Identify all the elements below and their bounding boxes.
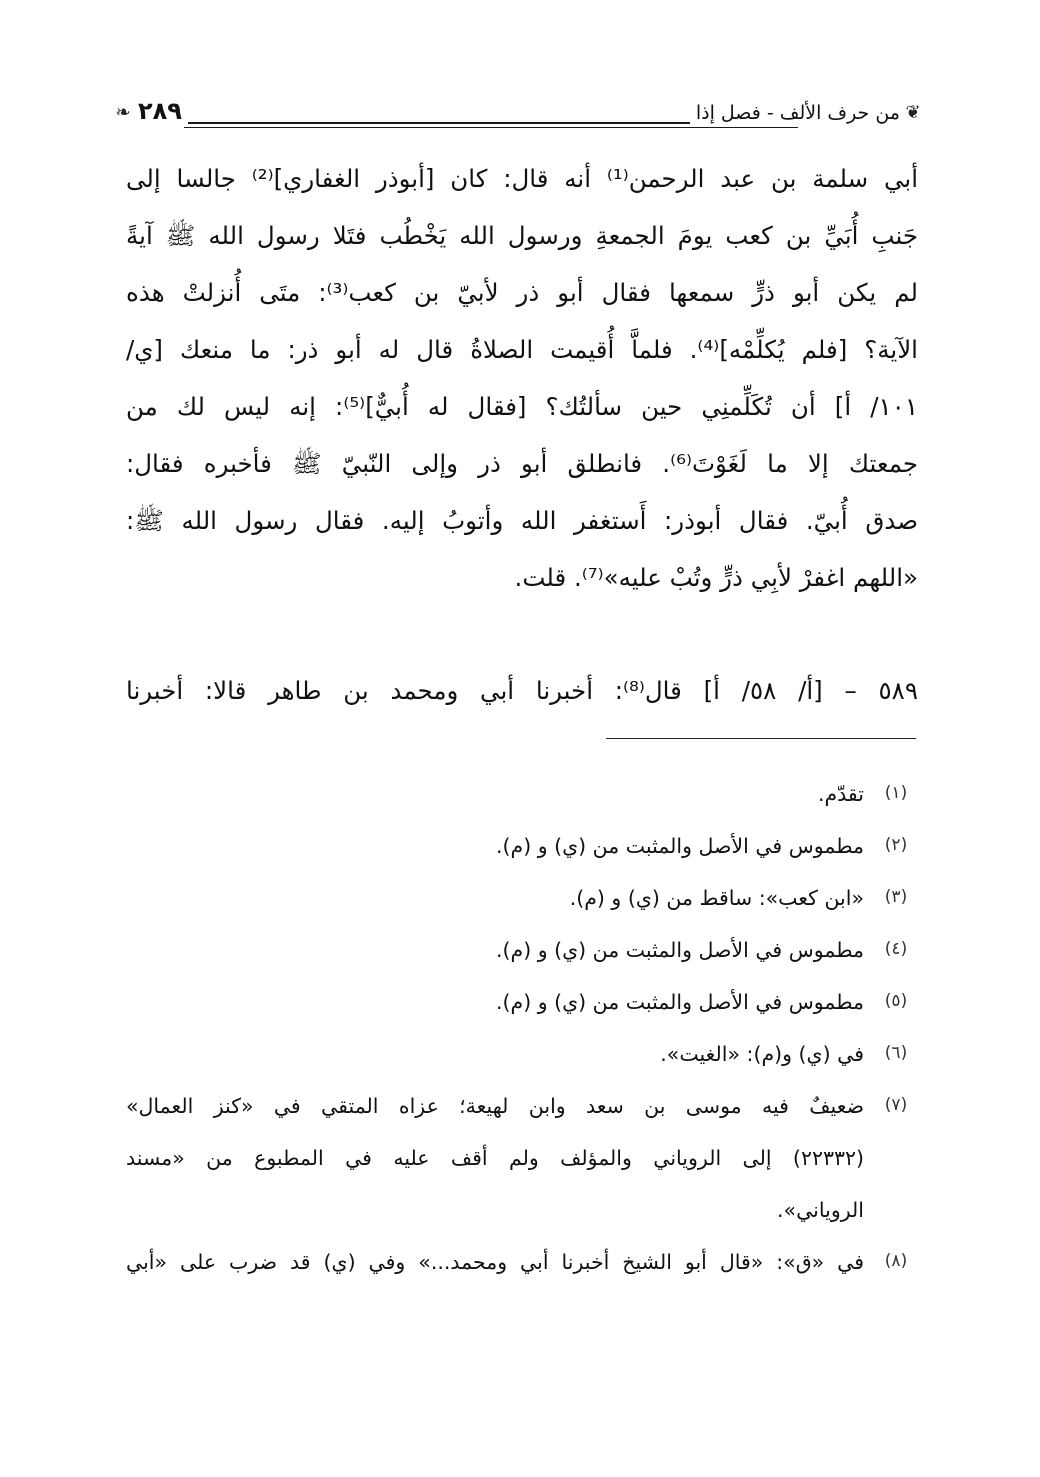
text-line: ١٠١/ أ] أن تُكَلِّمنِي حين سألتُك؟ [فقال له أُبيٌّ]⁽⁵⁾: إنه ليس لك من <box>126 392 918 421</box>
footnote-text: في «ق»: «قال أبو الشيخ أخبرنا أبي ومحمد...» وفي (ي) قد ضرب على «أبي <box>126 1250 864 1274</box>
footnote-number: (١) <box>884 783 908 803</box>
running-header <box>115 96 921 136</box>
footnote <box>126 768 918 820</box>
footnote <box>126 872 918 924</box>
header-ornament-right-icon: ❦ <box>905 102 921 123</box>
footnote <box>126 1028 918 1080</box>
footnote-number: (٦) <box>884 1043 908 1063</box>
text-line: «اللهم اغفرْ لأبِي ذرٍّ وتُبْ عليه»⁽⁷⁾. قلت. <box>514 563 918 592</box>
footnote-text: الروياني». <box>777 1198 864 1222</box>
footnote-number: (٤) <box>884 939 908 959</box>
text-line: أبي سلمة بن عبد الرحمن⁽¹⁾ أنه قال: كان [أبوذر الغفاري]⁽²⁾ جالسا إلى <box>126 164 918 193</box>
footnote-text: مطموس في الأصل والمثبت من (ي) و (م). <box>495 938 864 962</box>
footnote-number: (٧) <box>884 1095 908 1115</box>
text-line: جمعتك إلا ما لَغَوْتَ⁽⁶⁾. فانطلق أبو ذر وإلى النّبيّ ﷺ فأخبره فقال: <box>126 449 918 478</box>
page-number: ٢٨٩ <box>132 97 188 125</box>
footnote-number: (٣) <box>884 887 908 907</box>
footnote-separator <box>606 738 916 739</box>
footnote-text: مطموس في الأصل والمثبت من (ي) و (م). <box>495 990 864 1014</box>
footnote-text: ضعيفٌ فيه موسى بن سعد وابن لهيعة؛ عزاه المتقي في «كنز العمال» <box>126 1094 864 1118</box>
footnote-number: (٢) <box>884 835 908 855</box>
hadith-589-line: ٥٨٩ – [أ/ ٥٨/ أ] قال⁽⁸⁾: أخبرنا أبي ومحمد بن طاهر قالا: أخبرنا <box>126 676 918 705</box>
footnote-number: (٨) <box>884 1251 908 1271</box>
footnote-text: في (ي) و(م): «الغيت». <box>660 1042 864 1066</box>
text-line: جَنبِ أُبَيِّ بن كعب يومَ الجمعةِ ورسول الله يَخْطُب فتَلا رسول الله ﷺ آيةً <box>126 221 918 250</box>
footnote <box>126 976 918 1028</box>
footnote <box>126 820 918 872</box>
footnote <box>126 924 918 976</box>
text-line: لم يكن أبو ذرٍّ سمعها فقال أبو ذر لأبيّ بن كعب⁽³⁾: متَى أُنزلتْ هذه <box>126 278 918 307</box>
footnotes <box>126 768 918 1288</box>
footnote <box>126 1236 918 1288</box>
footnote <box>126 1080 918 1236</box>
text-line: صدق أُبيّ. فقال أبوذر: أَستغفر الله وأتوبُ إليه. فقال رسول الله ﷺ: <box>126 506 918 535</box>
text-line: الآية؟ [فلم يُكلِّمْه]⁽⁴⁾. فلماَّ أُقيمت الصلاةُ قال له أبو ذر: ما منعك [ي/ <box>126 335 918 364</box>
footnote-text: (٢٢٣٣٢) إلى الروياني والمؤلف ولم أقف عليه في المطبوع من «مسند <box>126 1146 864 1170</box>
chapter-title: من حرف الألف - فصل إذا <box>690 102 900 124</box>
header-ornament-left-icon: ❧ <box>115 102 131 123</box>
footnote-number: (٥) <box>884 991 908 1011</box>
footnote-text: تقدّم. <box>817 782 864 806</box>
footnote-text: «ابن كعب»: ساقط من (ي) و (م). <box>569 886 864 910</box>
footnote-text: مطموس في الأصل والمثبت من (ي) و (م). <box>495 834 864 858</box>
main-text <box>126 150 918 606</box>
